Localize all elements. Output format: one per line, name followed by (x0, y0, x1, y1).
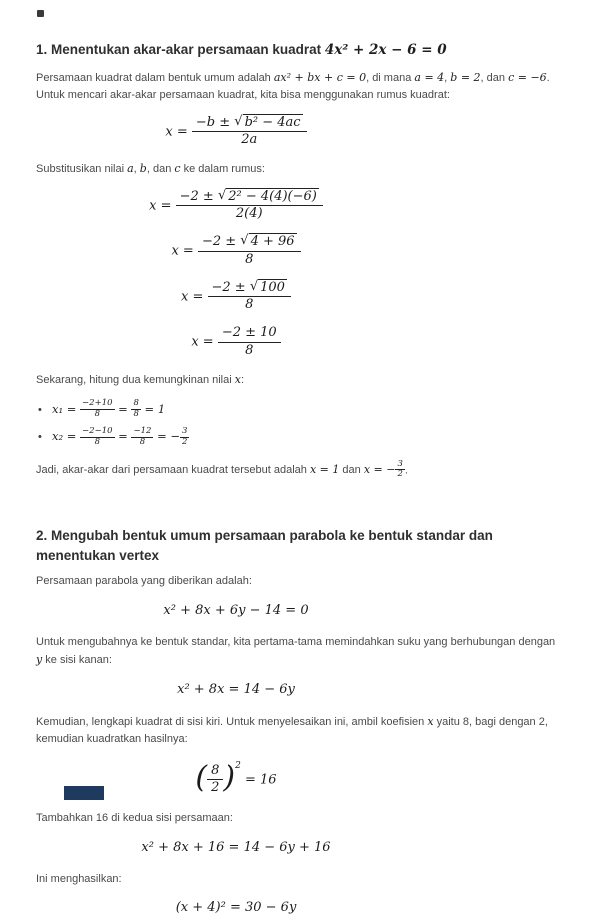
step4-equation: x = $\frac{-2 \pm 10}{8}$ (36, 325, 436, 359)
step2-equation: x = $\frac{-2 \pm √ 4 + 96}{8}$ (36, 234, 436, 268)
root1-item: • x₁ = $\frac{-2+10}{8}$ = $\frac{8}{8}$ = 1 (38, 398, 166, 420)
squared-form-equation: (x + 4)² = 30 − 6y (175, 900, 297, 916)
section1-intro-paragraph: Persamaan kuadrat dalam bentuk umum adalah ax² + bx + c = 0, di mana a = 4, b = 2, dan c = −6. Untuk mencari akar-akar persamaan kuadrat, kita bisa menggunakan rumus kuadrat: (36, 70, 550, 102)
root2-item: • x₂ = $\frac{-2-10}{8}$ = $\frac{-12}{8}$ = − $\frac{3}{2}$ (38, 425, 188, 447)
two-values-paragraph: Sekarang, hitung dua kemungkinan nilai x: (36, 372, 245, 386)
add-16-paragraph: Tambahkan 16 di kedua sisi persamaan: (36, 812, 233, 825)
section1-conclusion: Jadi, akar-akar dari persamaan kuadrat tersebut adalah x = 1 dan x = − $\frac{3}{2}$ . (36, 458, 408, 480)
roots-list (38, 399, 558, 447)
left-paren: ( (195, 759, 208, 795)
parabola-equation: x² + 8x + 6y − 14 = 0 (163, 602, 309, 618)
move-terms-paragraph: Untuk mengubahnya ke bentuk standar, kita pertama-tama memindahkan suku yang berhubungan dengan y ke sisi kanan: (36, 635, 556, 667)
complete-square-paragraph: Kemudian, lengkapi kuadrat di sisi kiri. Untuk menyelesaikan ini, ambil koefisien x yaitu 8, bagi dengan 2, kemudian kuadratkan hasilnya: (36, 714, 548, 746)
bottom-ui-fragment (64, 786, 104, 800)
radical-sign: √ (217, 187, 227, 203)
radical-sign: √ (234, 113, 243, 129)
step3-equation: x = $\frac{-2 \pm √ 100}{8}$ (36, 280, 436, 314)
bullet-icon: • (38, 403, 42, 416)
half-coefficient-equation: ( $\frac{8}{2}$ )$^2$ = 16 (195, 759, 277, 795)
right-paren: ) (223, 759, 236, 795)
radical-sign: √ (240, 233, 249, 249)
bullet-icon: • (38, 431, 42, 444)
parabola-given-paragraph: Persamaan parabola yang diberikan adalah: (36, 575, 252, 588)
section1-heading: 1. Menentukan akar-akar persamaan kuadrat 4x² + 2x − 6 = 0 (36, 42, 447, 58)
both-sides-equation: x² + 8x + 16 = 14 − 6y + 16 (141, 839, 331, 855)
section2-heading: 2. Mengubah bentuk umum persamaan parabola ke bentuk standar dan menentukan vertex (36, 528, 493, 563)
substitute-paragraph: Substitusikan nilai a, b, dan c ke dalam rumus: (36, 162, 265, 176)
rearranged-equation: x² + 8x = 14 − 6y (177, 681, 295, 697)
step1-equation: x = $\frac{\text{−2 ± √ 2² − 4(4)(−6)}}{2(4)}$ (36, 189, 436, 223)
top-left-ui-fragment (37, 10, 44, 17)
result-paragraph: Ini menghasilkan: (36, 872, 122, 885)
quadratic-formula-equation: x = $\frac{\text{−b ± √ b² − 4ac}}{2a}$ (36, 115, 436, 149)
radical-sign: √ (249, 278, 259, 294)
